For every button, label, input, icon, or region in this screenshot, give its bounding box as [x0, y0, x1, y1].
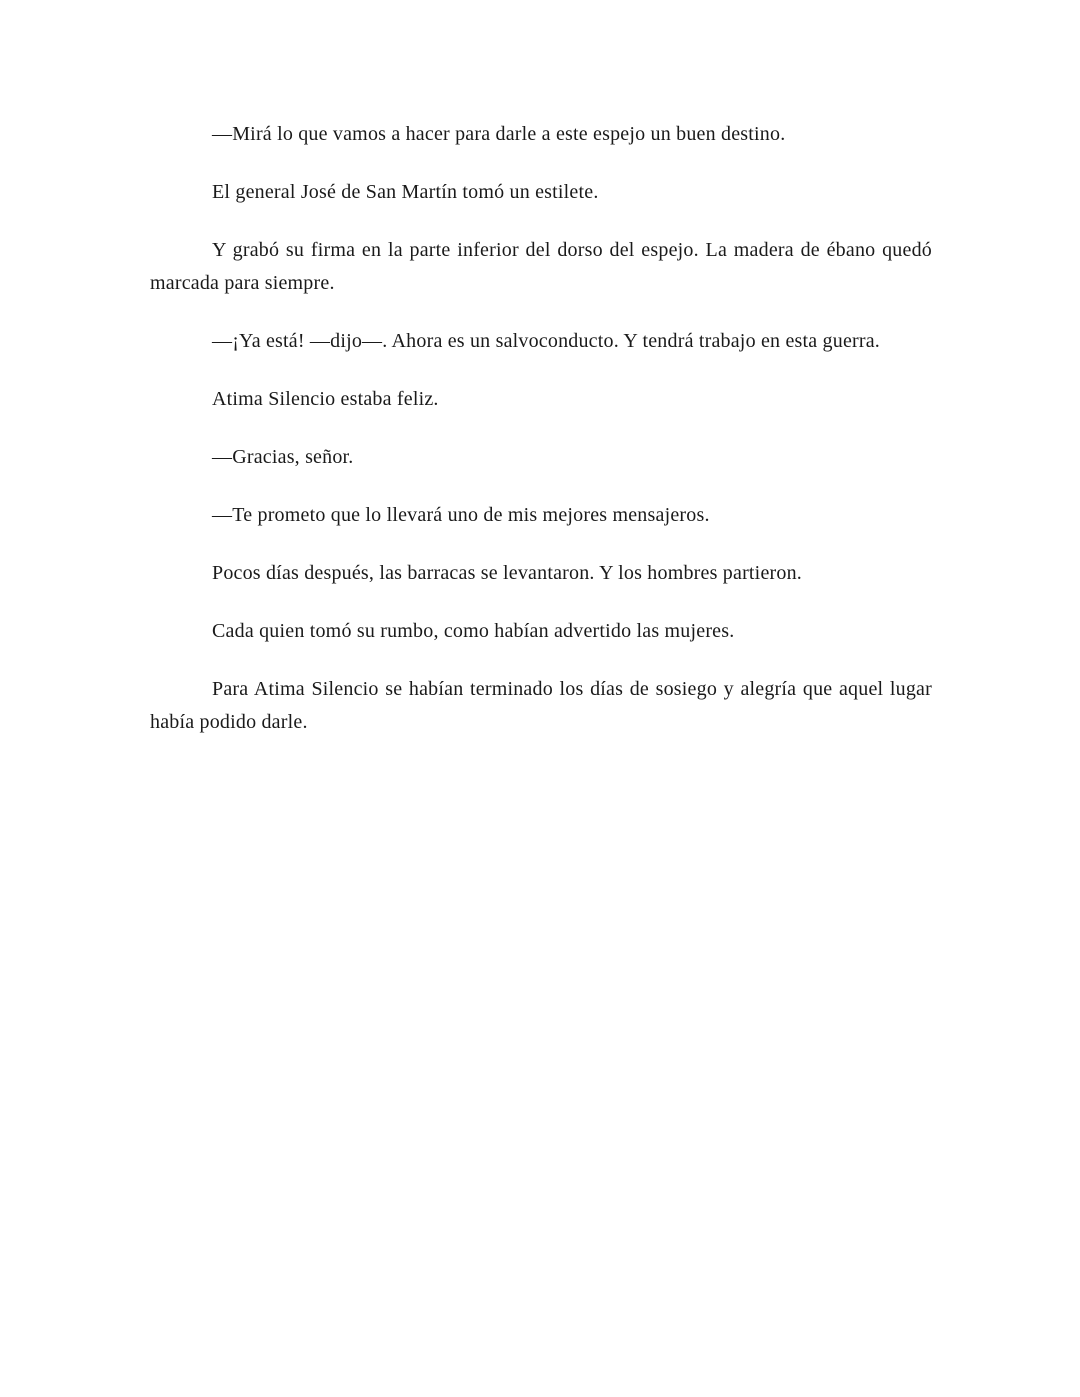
- paragraph: —Te prometo que lo llevará uno de mis mejores mensajeros.: [212, 504, 710, 526]
- paragraph: —Gracias, señor.: [212, 446, 354, 468]
- paragraph: Y grabó su firma en la parte inferior del dorso del espejo. La madera de ébano quedó marcada para siempre.: [150, 239, 932, 294]
- paragraph: —Mirá lo que vamos a hacer para darle a este espejo un buen destino.: [212, 123, 786, 145]
- paragraph: —¡Ya está! —dijo—. Ahora es un salvoconducto. Y tendrá trabajo en esta guerra.: [212, 330, 881, 352]
- paragraph: Atima Silencio estaba feliz.: [212, 388, 439, 410]
- paragraph: Para Atima Silencio se habían terminado los días de sosiego y alegría que aquel lugar había podido darle.: [150, 678, 932, 733]
- paragraph: Pocos días después, las barracas se levantaron. Y los hombres partieron.: [212, 562, 802, 584]
- text-block: [150, 118, 932, 764]
- paragraph: El general José de San Martín tomó un estilete.: [212, 181, 599, 203]
- paragraph: Cada quien tomó su rumbo, como habían advertido las mujeres.: [212, 620, 735, 642]
